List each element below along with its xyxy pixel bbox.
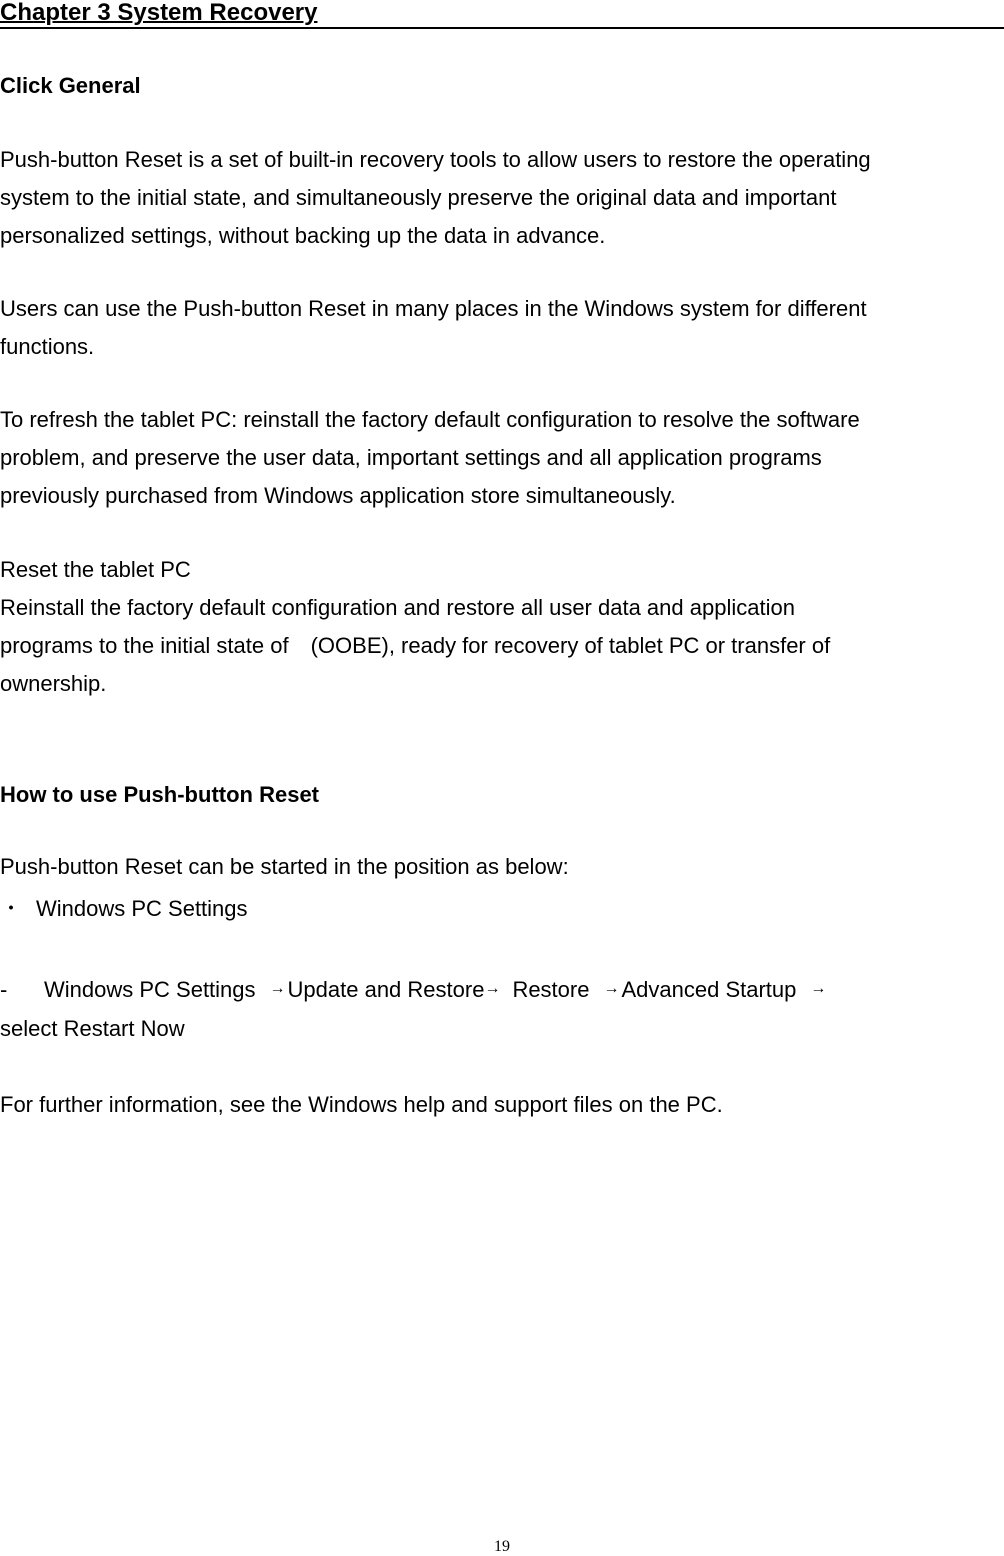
paragraph-line: system to the initial state, and simultaneously preserve the original data and important [0,185,837,210]
path-step: Windows PC Settings [44,977,256,1002]
path-step: select Restart Now [0,1016,185,1041]
page-number: 19 [494,1538,510,1555]
paragraph-line: For further information, see the Windows help and support files on the PC. [0,1092,723,1117]
path-step: Restore [512,977,590,1002]
paragraph-line: programs to the initial state of (OOBE), ready for recovery of tablet PC or transfer of [0,633,831,658]
navigation-path-final [0,1014,185,1044]
paragraph-line: ownership. [0,671,107,696]
right-arrow-icon: → [269,980,286,997]
paragraph-line: problem, and preserve the user data, important settings and all application programs [0,445,822,470]
usage-paragraph [0,290,1000,366]
paragraph-line: personalized settings, without backing up the data in advance. [0,223,606,248]
path-step: Update and Restore [287,977,485,1002]
intro-paragraph [0,141,1000,255]
dash-marker: - [0,977,8,1002]
paragraph-line: Reinstall the factory default configuration and restore all user data and application [0,595,795,620]
paragraph-line: Push-button Reset can be started in the position as below: [0,854,569,879]
how-to-intro [0,848,1000,886]
right-arrow-icon: → [810,980,827,997]
how-to-heading: How to use Push-button Reset [0,782,319,807]
paragraph-line: To refresh the tablet PC: reinstall the factory default configuration to resolve the software [0,407,860,432]
bullet-label: Windows PC Settings [36,896,248,921]
chapter-title: Chapter 3 System Recovery [0,0,318,26]
further-info-paragraph [0,1086,1000,1124]
right-arrow-icon: → [484,980,501,997]
bullet-icon: ・ [0,896,23,921]
paragraph-line: Reset the tablet PC [0,557,191,582]
paragraph-line: Users can use the Push-button Reset in many places in the Windows system for different [0,296,867,321]
bullet-item [0,894,248,924]
paragraph-line: Push-button Reset is a set of built-in recovery tools to allow users to restore the operating [0,147,871,172]
path-step: Advanced Startup [621,977,797,1002]
refresh-paragraph [0,401,1000,515]
paragraph-line: functions. [0,334,95,359]
click-general-heading: Click General [0,73,141,98]
navigation-path [0,974,828,1005]
right-arrow-icon: → [603,980,620,997]
paragraph-line: previously purchased from Windows application store simultaneously. [0,483,676,508]
reset-paragraph [0,551,1000,703]
chapter-heading [0,0,1004,29]
